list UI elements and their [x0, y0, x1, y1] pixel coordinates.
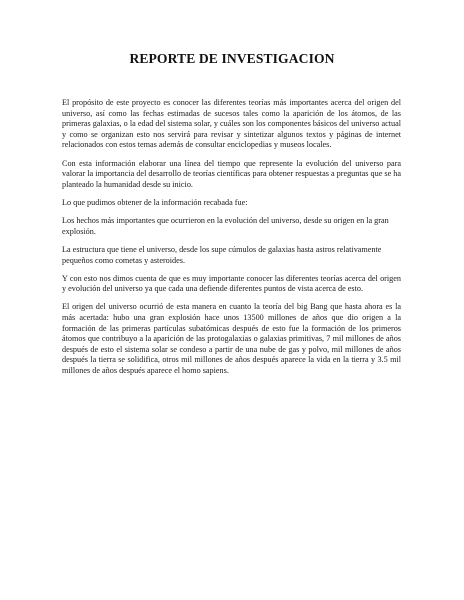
page-title: REPORTE DE INVESTIGACION — [129, 51, 335, 66]
paragraph-purpose: El propósito de este proyecto es conocer las diferentes teorías más importantes acerca del origen del universo, así como las fechas estimadas de sucesos tales como la aparición de los átomos, de las primeras galaxias, o la edad del sistema solar, y cuáles son los componentes básicos del universo actual y como se organizan esto nos servirá para revisar y sintetizar algunos textos y páginas de internet relacionados con estos temas además de consultar enciclopedias y museos locales. — [62, 98, 401, 150]
document-body — [62, 98, 401, 384]
paragraph-important-events: Los hechos más importantes que ocurrieron en la evolución del universo, desde su origen en la gran explosión. — [62, 216, 389, 236]
paragraph-structure: La estructura que tiene el universo, desde los supe cúmulos de galaxias hasta astros relativamente pequeños como cometas y asteroides. — [62, 244, 382, 265]
paragraph-timeline: Con esta información elaborar una línea del tiempo que represente la evolución del universo para valorar la importancia del desarrollo de teorías científicas para obtener respuestas a preguntas que se ha planteado la humanidad desde su inicio. — [62, 158, 401, 189]
paragraph-conclusion: Y con esto nos dimos cuenta de que es muy importante conocer las diferentes teorías acerca del origen y evolución del universo ya que cada una defiende diferentes puntos de vista acerca de esto. — [62, 273, 401, 294]
paragraph-findings-intro: Lo que pudimos obtener de la información recabada fue: — [62, 197, 248, 207]
paragraph-origin: El origen del universo ocurrió de esta manera en cuanto la teoría del big Bang que hasta ahora es la más acertada: hubo una gran explosión hace unos 13500 millones de años que dio origen a la formación de las primeras partículas subatómicas después de esto fue la formación de los primeros átomos que contribuyo a la aparición de las protogalaxias o galaxias primitivas, 7 mil millones de años después de esto el sistema solar se condeso a partir de una nube de gas y polvo, mil millones de años después la tierra se solidifica, otros mil millones de años después aparece la vida en la tierra y 3.5 mil millones de años después aparece el homo sapiens. — [62, 302, 401, 376]
